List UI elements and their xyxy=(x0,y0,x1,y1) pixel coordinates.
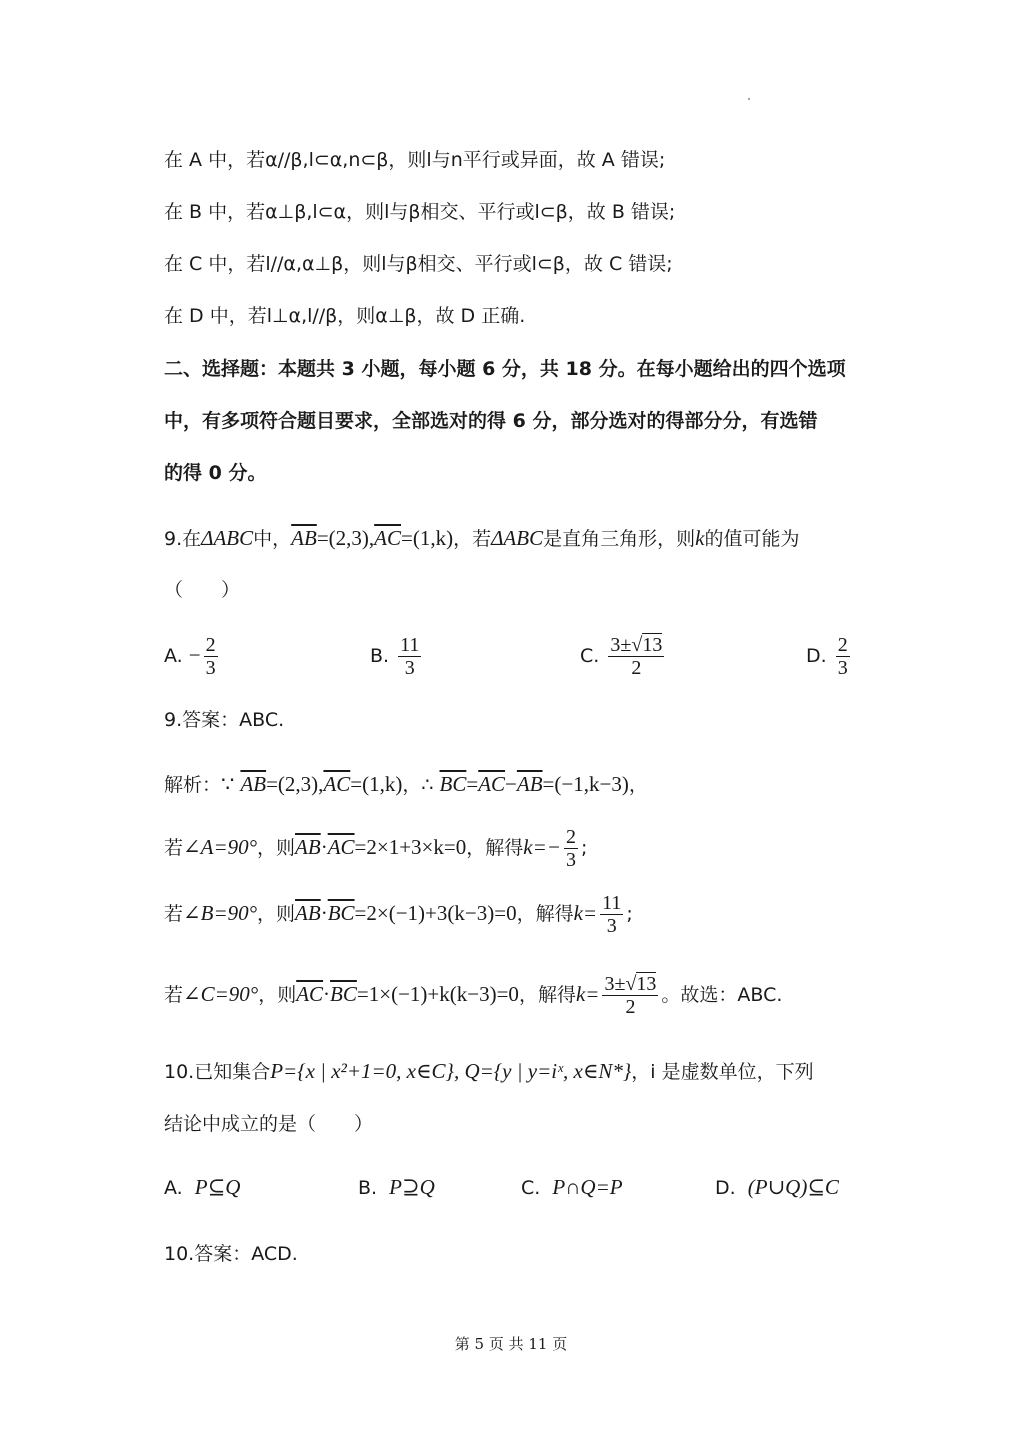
option-b-analysis: 在 B 中，若α⊥β,l⊂α，则l与β相交、平行或l⊂β，故 B 错误; xyxy=(164,201,676,223)
section-heading-line-1: 二、选择题：本题共 3 小题，每小题 6 分，共 18 分。在每小题给出的四个选项 xyxy=(164,358,846,380)
q10-option-c: C. P∩Q=P xyxy=(521,1175,623,1199)
scan-dot xyxy=(748,98,750,100)
fraction: $\frac{11}{3}$ xyxy=(400,634,420,679)
q10-option-b: B. P⊇Q xyxy=(358,1175,435,1199)
fraction: $\frac{2}{3}$ xyxy=(565,826,576,871)
fraction: $\frac{3\pm√13}{2}$ xyxy=(610,634,663,679)
option-a-analysis: 在 A 中，若α//β,l⊂α,n⊂β，则l与n平行或异面，故 A 错误; xyxy=(164,149,666,171)
question-9-stem: 9.在ΔABC中，$\overline{AB}=(2,3),\overline{AC}=(1,k)$，若ΔABC是直角三角形，则k的值可能为 xyxy=(164,526,800,550)
q9-case-b: 若∠B=90°，则$\overline{AB}\cdot\overline{BC}=2\times(-1)+3(k-3)=0$，解得k= $\frac{11}{3}$ ; xyxy=(164,892,633,937)
question-10-stem-line-2: 结论中成立的是（ ） xyxy=(164,1113,374,1135)
q10-answer: 10.答案：ACD. xyxy=(164,1243,298,1265)
q9-case-c: 若∠C=90°，则$\overline{AC}\cdot\overline{BC}=1\times(-1)+k(k-3)=0$，解得k= $\frac{3\pm√13}{2}$ 。故选：ABC. xyxy=(164,973,783,1018)
option-c-analysis: 在 C 中，若l//α,α⊥β，则l与β相交、平行或l⊂β，故 C 错误; xyxy=(164,253,673,275)
page-footer: 第 5 页 共 11 页 xyxy=(454,1335,568,1353)
section-heading-line-3: 的得 0 分。 xyxy=(164,462,267,484)
question-9-paren: （ ） xyxy=(164,579,241,601)
q10-option-a: A. P⊆Q xyxy=(164,1175,241,1199)
question-10-stem: 10.已知集合P={x | x²+1=0, x∈C}, Q={y | y=iˣ, x∈N*}，i 是虚数单位，下列 xyxy=(164,1059,814,1083)
option-d-analysis: 在 D 中，若l⊥α,l//β，则α⊥β，故 D 正确. xyxy=(164,305,526,327)
q10-option-d: D. (P∪Q)⊆C xyxy=(715,1175,839,1199)
q9-option-c: C. $\frac{3\pm√13}{2}$ xyxy=(580,634,663,679)
q9-option-d: D. $\frac{2}{3}$ xyxy=(806,634,848,679)
section-heading-line-2: 中，有多项符合题目要求，全部选对的得 6 分，部分选对的得部分分，有选错 xyxy=(164,410,818,432)
q9-case-a: 若∠A=90°，则$\overline{AB}\cdot\overline{AC}=2\times 1+3\times k=0$，解得k=− $\frac{2}{3}$ ; xyxy=(164,826,588,871)
fraction: $\frac{3\pm√13}{2}$ xyxy=(604,973,657,1018)
fraction: $\frac{2}{3}$ xyxy=(205,634,216,679)
q9-solution-intro: 解析：∵ $\overline{AB}=(2,3),\overline{AC}=(1,k)$，∴ $\overline{BC}=\overline{AC}-\overline{AB}=(-1,k-3)$， xyxy=(164,772,648,796)
q9-option-b: B. $\frac{11}{3}$ xyxy=(370,634,420,679)
fraction: $\frac{2}{3}$ xyxy=(837,634,848,679)
q9-answer: 9.答案：ABC. xyxy=(164,709,285,731)
q9-option-a: A. − $\frac{2}{3}$ xyxy=(164,634,216,679)
fraction: $\frac{11}{3}$ xyxy=(602,892,622,937)
